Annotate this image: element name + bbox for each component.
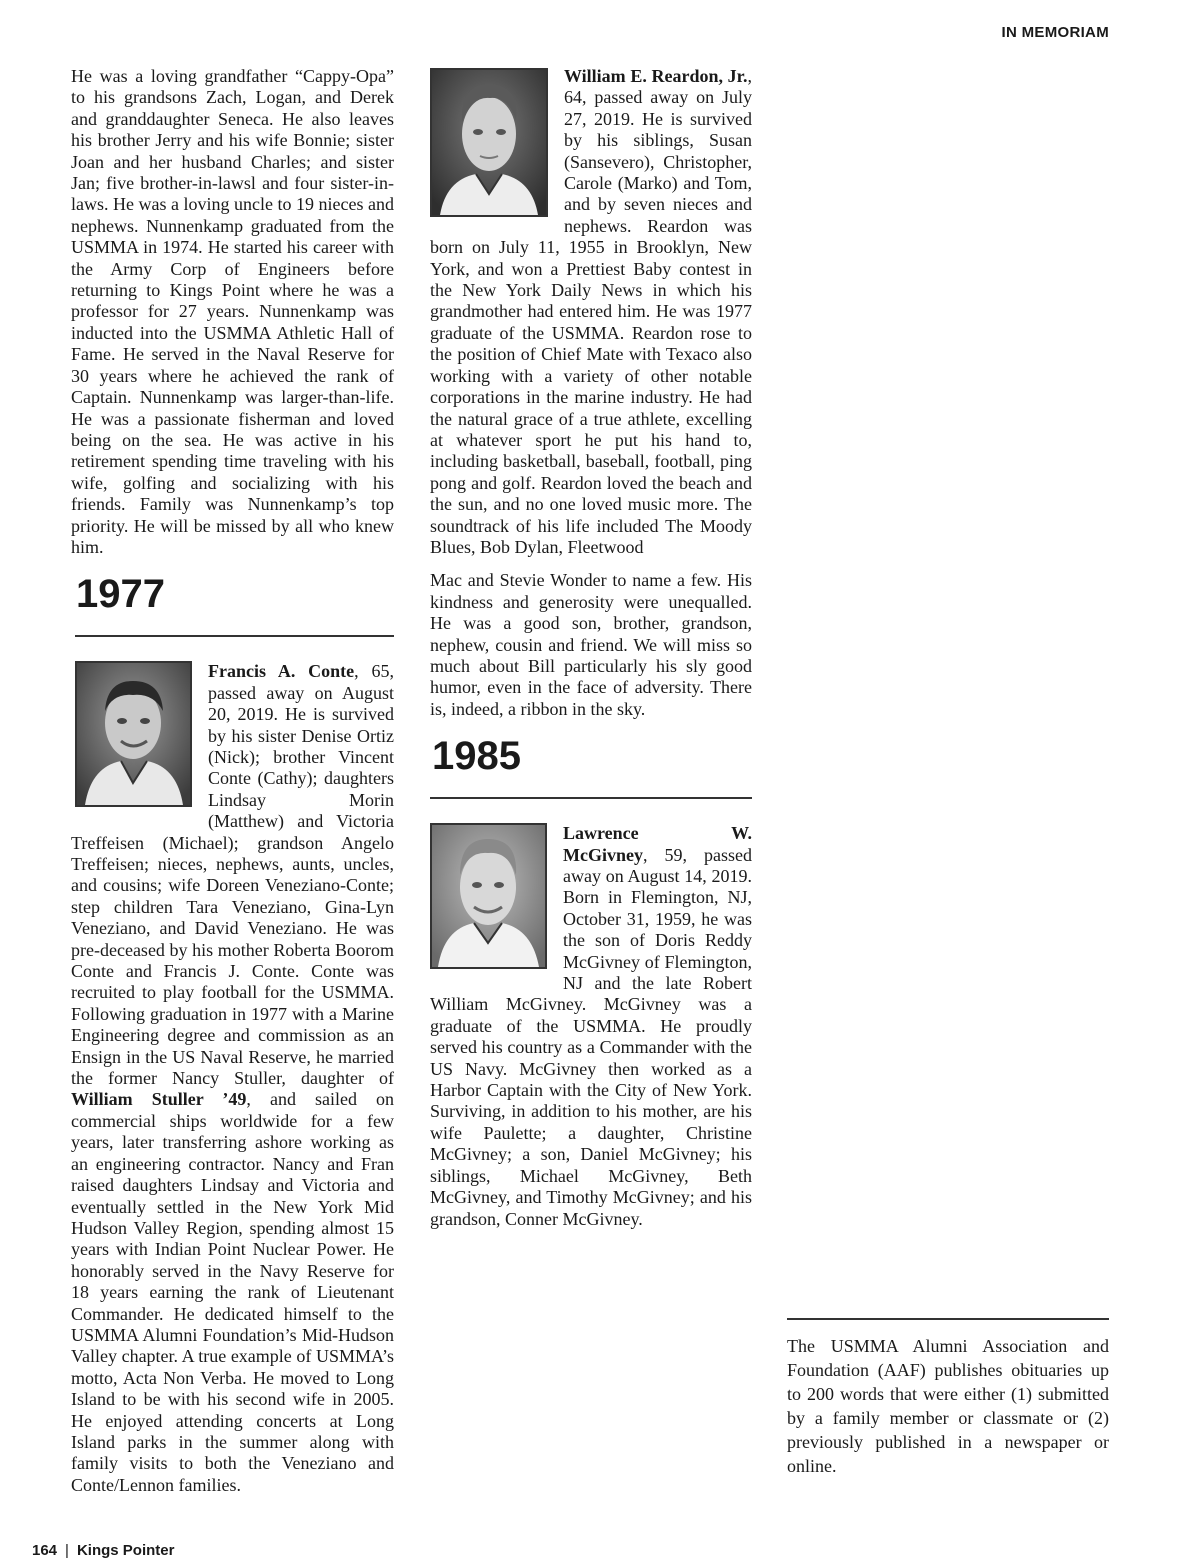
footer-separator: | xyxy=(65,1542,69,1559)
obituary-nunnenkamp-continued: He was a loving grandfather “Cappy-Opa” to his grandsons Zach, Logan, and Derek and granddaughter Seneca. He also leaves his brother Jerry and his wife Bonnie; sister Joan and her husband Charles; and sister Jan; five brother-in-lawsl and four sister-in-laws. He was a loving uncle to 19 nieces and nephews. Nunnenkamp graduated from the USMMA in 1974. He started his career with the Army Corp of Engineers before returning to Kings Point where he was a professor for 27 years. Nunnenkamp was inducted into the USMMA Athletic Hall of Fame. He served in the Naval Reserve for 30 years where he achieved the rank of Captain. Nunnenkamp was larger-than-life. He was a passionate fisherman and loved being on the sea. He was active in his retirement spending time traveling with his wife, golfing and socializing with his friends. Family was Nunnenkamp’s top priority. He will be missed by all who knew him. xyxy=(71,66,394,557)
obituary-policy-note: The USMMA Alumni Association and Foundation (AAF) publishes obituaries up to 200 words that were either (1) submitted by a family member or classmate or (2) previously published in a newspaper or online. xyxy=(787,1336,1109,1476)
obituary-reardon-name: William E. Reardon, Jr. xyxy=(564,66,748,86)
column-right-note xyxy=(787,1318,1109,1478)
class-year-heading: 1977 xyxy=(76,572,165,617)
obituary-mcgivney-text: , 59, passed away on August 14, 2019. Born in Flemington, NJ, October 31, 1959, he was the son of Doris Reddy McGivney of Flemington, NJ and the late Robert William McGivney. McGivney was a graduate of the USMMA. He proudly served his country as a Commander with the US Navy. McGivney then worked as a Harbor Captain with the City of New York. Surviving, in addition to his mother, are his wife Paulette; a daughter, Christine McGivney; a son, Daniel McGivney; his siblings, Michael McGivney, Beth McGivney, and Timothy McGivney; and his grandson, Conner McGivney. xyxy=(430,844,752,1229)
page-number: 164 xyxy=(32,1542,58,1559)
section-title: IN MEMORIAM xyxy=(1001,24,1109,41)
portrait-mcgivney-photo xyxy=(430,823,547,969)
publication-name: Kings Pointer xyxy=(76,1542,175,1559)
obituary-conte-text-2: , and sailed on commercial ships worldwide for a few years, later transferring ashore working as an engineering contractor. Nancy and Fran raised daughters Lindsay and Victoria and eventually settled in the New York Mid Hudson Valley Region, spending almost 15 years with Indian Point Nuclear Power. He honorably served in the Navy Reserve for 18 years earning the rank of Lieutenant Commander. He dedicated himself to the USMMA Alumni Foundation’s Mid-Hudson Valley chapter. A true example of USMMA’s motto, Acta Non Verba. He moved to Long Island to be with his second wife in 2005. He enjoyed attending concerts at Long Island parks in the summer along with family visits to both the Veneziano and Conte/Lennon families. xyxy=(71,1089,394,1495)
note-divider xyxy=(787,1318,1109,1320)
column-middle xyxy=(430,66,752,1230)
year-divider xyxy=(75,635,394,637)
obituary-conte-name: Francis A. Conte xyxy=(208,661,355,682)
obituary-reardon-text: , 64, passed away on July 27, 2019. He is survived by his siblings, Susan (Sansevero), Christopher, Carole (Marko) and Tom, and by seven nieces and nephews. Reardon was born on July 11, 1955 in Brooklyn, New York, and won a Prettiest Baby contest in the New York Daily News in which his grandmother had entered him. He was 1977 graduate of the USMMA. Reardon rose to the position of Chief Mate with Texaco also working with a variety of other notable corporations in the marine industry. He had the natural grace of a true athlete, excelling at whatever sport he put his hand to, including basketball, baseball, football, ping pong and golf. Reardon loved the beach and the sun, and no one loved music more. The soundtrack of his life included The Moody Blues, Bob Dylan, Fleetwood xyxy=(430,66,752,557)
year-divider xyxy=(430,797,752,799)
obituary-reardon-continued: Mac and Stevie Wonder to name a few. His kindness and generosity were unequalled. He was a good son, brother, grandson, nephew, cousin and friend. We will miss so much about Bill particularly his sly good humor, even in the face of adversity. There is, indeed, a ribbon in the sky. xyxy=(430,570,752,719)
obituary-conte-bold-mention: William Stuller ’49 xyxy=(71,1089,247,1110)
portrait-conte-photo xyxy=(75,661,192,807)
page-footer xyxy=(32,1542,174,1559)
obituary-conte-text-1: , 65, passed away on August 20, 2019. He is survived by his sister Denise Ortiz (Nick); brother Vincent Conte (Cathy); daughters Lindsay Morin (Matthew) and Victoria Treffeisen (Michael); grandson Angelo Treffeisen; nieces, nephews, aunts, uncles, and cousins; wife Doreen Veneziano-Conte; step children Tara Veneziano, Gina-Lyn Veneziano, and David Veneziano. He was pre-deceased by his mother Roberta Boorom Conte and Francis J. Conte. Conte was recruited to play football for the USMMA. Following graduation in 1977 with a Marine Engineering degree and commission as an Ensign in the US Naval Reserve, he married the former Nancy Stuller, daughter of xyxy=(71,661,394,1089)
portrait-reardon-photo xyxy=(430,68,548,217)
class-year-heading: 1985 xyxy=(432,734,521,779)
obituary-mcgivney-name: Lawrence W. McGivney xyxy=(563,823,752,865)
column-left xyxy=(71,66,394,1496)
